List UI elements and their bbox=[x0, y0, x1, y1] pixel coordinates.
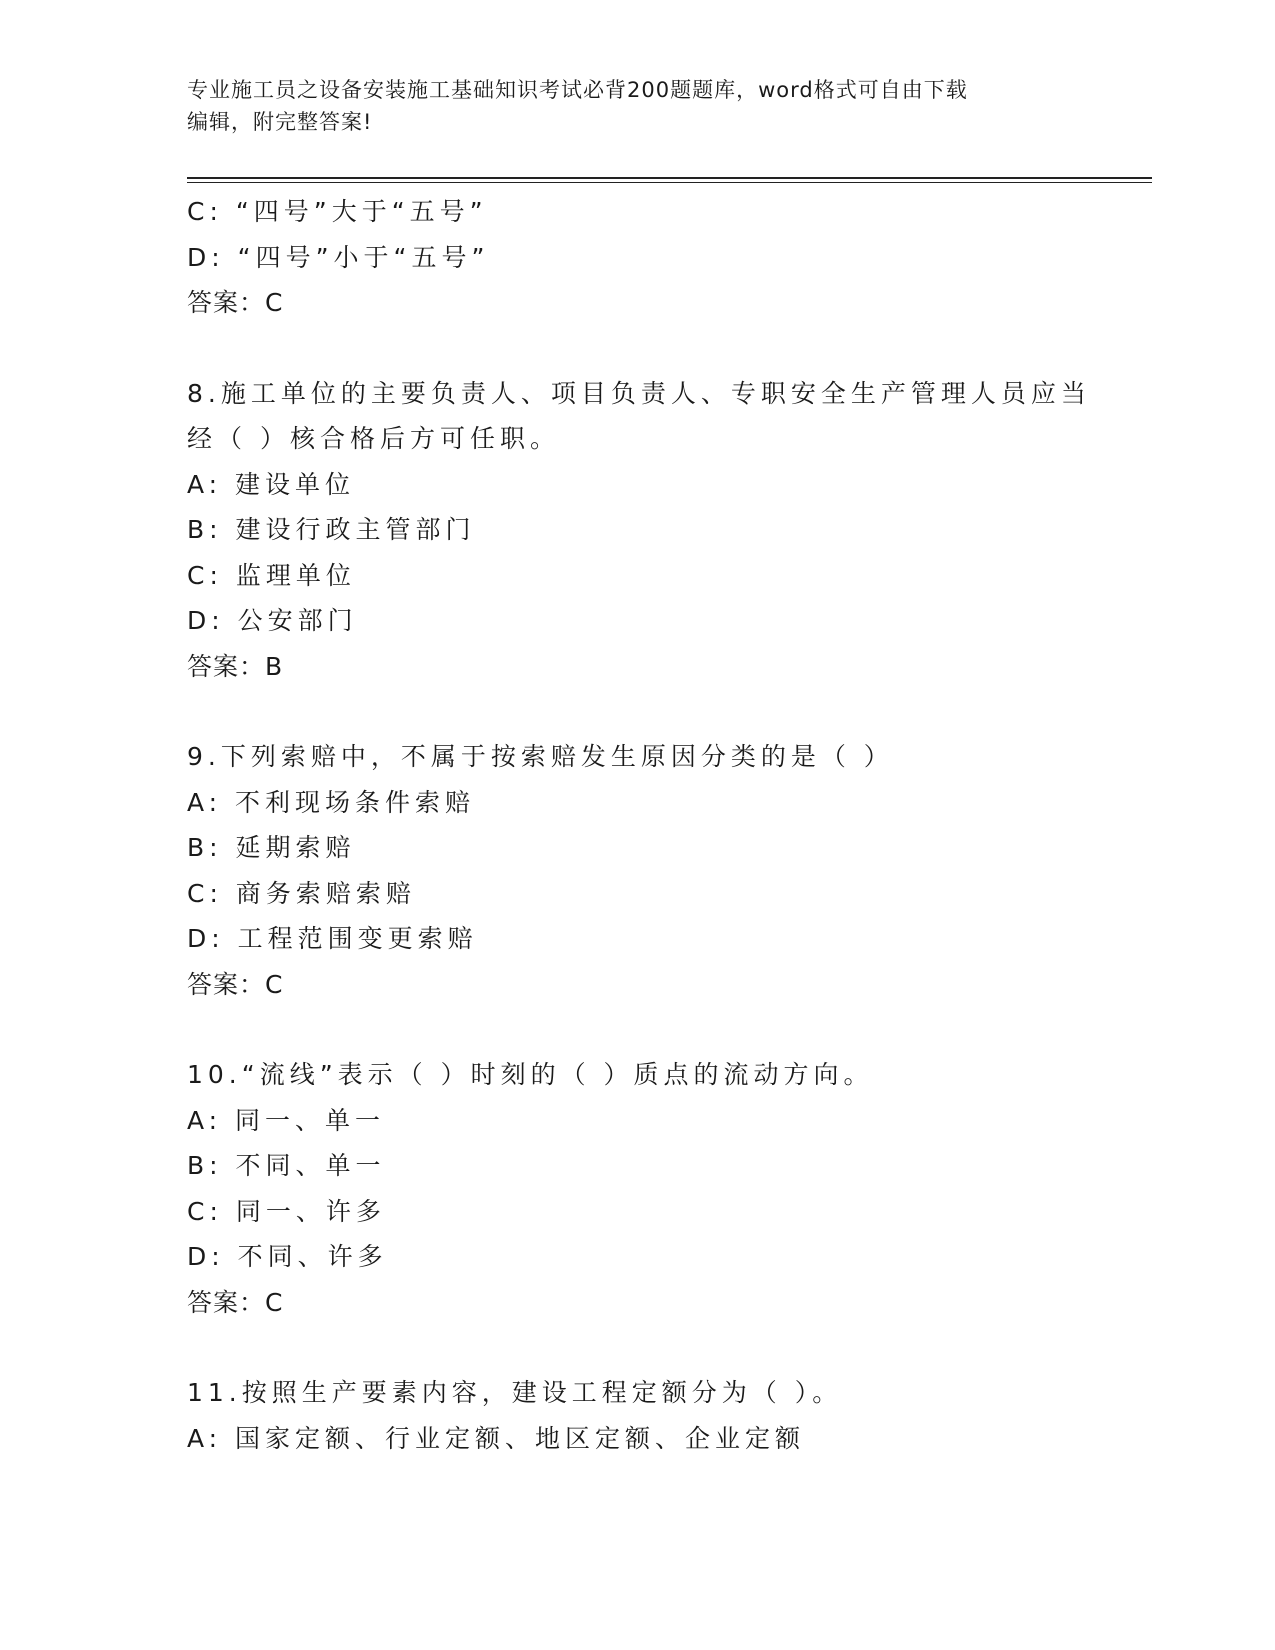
option-d: D: 工程范围变更索赔 bbox=[187, 924, 478, 953]
option-c: C: 商务索赔索赔 bbox=[187, 878, 416, 908]
spacer bbox=[187, 689, 1087, 734]
answer: 答案：C bbox=[187, 969, 284, 999]
spacer bbox=[187, 326, 1087, 371]
spacer bbox=[187, 1325, 1087, 1370]
option-a: A: 建设单位 bbox=[187, 469, 356, 499]
document-header bbox=[187, 74, 1087, 138]
header-title-line1: 专业施工员之设备安装施工基础知识考试必背200题题库，word格式可自由下载 bbox=[187, 78, 968, 102]
answer: 答案：C bbox=[187, 288, 284, 317]
header-rule-thick bbox=[187, 177, 1152, 179]
question-list bbox=[187, 189, 1091, 1461]
option-d: D: “四号”小于“五号” bbox=[187, 242, 490, 272]
option-c: C: 监理单位 bbox=[187, 560, 356, 590]
header-title-line2: 编辑，附完整答案! bbox=[187, 110, 373, 134]
question-8 bbox=[187, 371, 1091, 690]
option-c: C: “四号”大于“五号” bbox=[187, 197, 488, 226]
question-7 bbox=[187, 189, 1087, 326]
spacer bbox=[187, 1007, 1087, 1052]
question-stem: 经（ ）核合格后方可任职。 bbox=[187, 424, 560, 453]
option-c: C: 同一、许多 bbox=[187, 1196, 386, 1226]
option-a: A: 国家定额、行业定额、地区定额、企业定额 bbox=[187, 1423, 806, 1453]
header-rule-thin bbox=[187, 182, 1152, 183]
option-a: A: 同一、单一 bbox=[187, 1105, 386, 1135]
option-d: D: 公安部门 bbox=[187, 606, 358, 635]
question-stem: 11.按照生产要素内容，建设工程定额分为（ ）。 bbox=[187, 1378, 843, 1407]
option-b: B: 延期索赔 bbox=[187, 833, 356, 862]
question-stem: 10.“流线”表示（ ）时刻的（ ）质点的流动方向。 bbox=[187, 1060, 874, 1089]
option-b: B: 不同、单一 bbox=[187, 1151, 386, 1180]
option-a: A: 不利现场条件索赔 bbox=[187, 787, 476, 817]
question-10 bbox=[187, 1052, 1087, 1325]
answer: 答案：C bbox=[187, 1287, 284, 1317]
question-11 bbox=[187, 1370, 1087, 1461]
option-b: B: 建设行政主管部门 bbox=[187, 515, 476, 544]
answer: 答案：B bbox=[187, 651, 284, 681]
option-d: D: 不同、许多 bbox=[187, 1242, 388, 1271]
question-stem: 9.下列索赔中，不属于按索赔发生原因分类的是（ ） bbox=[187, 742, 894, 771]
question-9 bbox=[187, 734, 1087, 1007]
question-stem: 8.施工单位的主要负责人、项目负责人、专职安全生产管理人员应当 bbox=[187, 378, 1091, 408]
